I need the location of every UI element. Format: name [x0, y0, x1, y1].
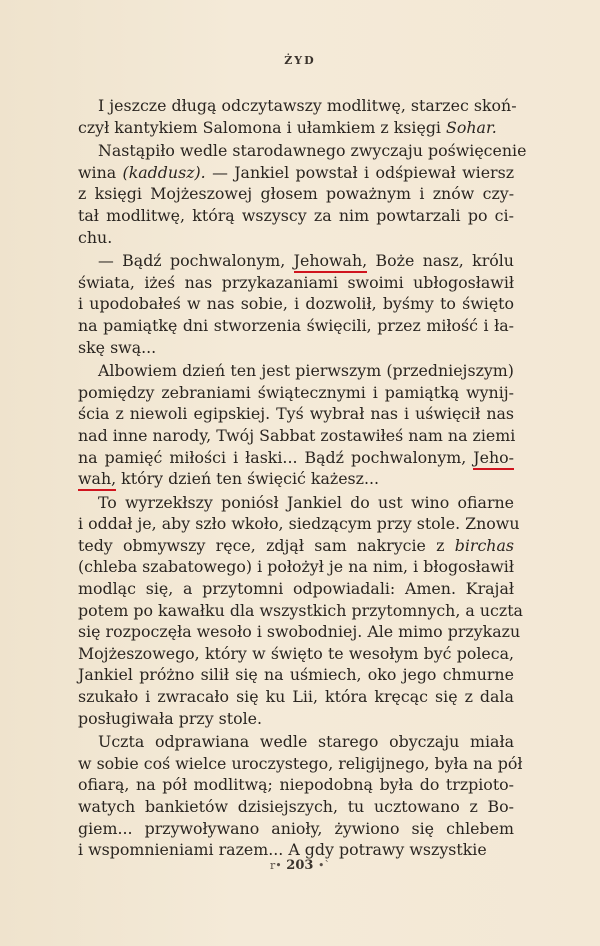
text-line: czył kantykiem Salomona i ułamkiem z księgi Sohar.: [78, 117, 497, 137]
text-line: z księgi Mojżeszowej głosem poważnym i znów czy-: [78, 184, 515, 204]
text-line: w sobie coś wielce uroczystego, religijnego, była na pół: [78, 753, 523, 773]
paragraph: [78, 140, 527, 248]
paragraph: [78, 731, 523, 861]
body-text: [78, 95, 527, 863]
text-line: pomiędzy zebraniami świątecznymi i pamiątką wynij-: [78, 382, 514, 402]
text-line: świata, iżeś nas przykazaniami swoimi ubłogosławił: [78, 272, 514, 292]
text-line: na pamiątkę dni stworzenia święcili, przez miłość i ła-: [78, 315, 514, 335]
text-line: na pamięć miłości i łaski... Bądź pochwalonym, Jeho-: [78, 447, 514, 469]
text-line: i oddał je, aby szło wkoło, siedzącym przy stole. Znowu: [78, 514, 520, 534]
text-line: Jankiel próżno silił się na uśmiech, oko jego chmurne: [78, 665, 514, 685]
text-line: ofiarą, na pół modlitwą; niepodobną była do trzpioto-: [78, 775, 515, 795]
folio-ornament-left: r•: [270, 859, 282, 872]
folio-ornament-right: •`: [317, 859, 330, 872]
text-line: — Bądź pochwalonym, Jehowah, Boże nasz, królu: [78, 250, 514, 272]
text-line: giem... przywoływano anioły, żywiono się chlebem: [78, 818, 514, 838]
paragraph: [78, 95, 517, 138]
text-line: szukało i zwracało się ku Lii, która kręcąc się z dala: [78, 687, 514, 707]
text-line: I jeszcze długą odczytawszy modlitwę, starzec skoń-: [98, 96, 517, 115]
page-number: 203: [286, 858, 314, 873]
text-line: modląc się, a przytomni odpowiadali: Amen. Krajał: [78, 579, 514, 599]
text-line: ścia z niewoli egipskiej. Tyś wybrał nas i uświęcił nas: [78, 404, 515, 424]
text-line: chu.: [78, 227, 113, 247]
text-line: wah, który dzień ten święcić każesz...: [78, 468, 514, 490]
text-line: wina (kaddusz). — Jankiel powstał i odśpiewał wiersz: [78, 162, 515, 182]
text-line: się rozpoczęła wesoło i swobodniej. Ale mimo przykazu: [78, 622, 521, 642]
text-line: skę swą...: [78, 337, 157, 357]
text-line: potem po kawałku dla wszystkich przytomnych, a uczta: [78, 600, 523, 620]
text-line: watych bankietów dzisiejszych, tu ucztowano z Bo-: [78, 797, 514, 816]
text-line: posługiwała przy stole.: [78, 708, 263, 728]
running-head: ŻYD: [284, 54, 316, 67]
text-line: (chleba szabatowego) i położył je na nim, i błogosławił: [78, 557, 514, 577]
text-line: Nastąpiło wedle starodawnego zwyczaju poświęcenie: [98, 141, 527, 161]
text-line: Uczta odprawiana wedle starego obyczaju miała: [98, 732, 514, 752]
paragraph: [78, 492, 523, 730]
text-line: Mojżeszowego, który w święto te wesołym być poleca,: [78, 643, 515, 663]
text-line: tedy obmywszy ręce, zdjął sam nakrycie z birchas: [78, 535, 514, 555]
paragraph: [78, 360, 514, 490]
text-line: To wyrzekłszy poniósł Jankiel do ust wino ofiarne: [98, 492, 515, 512]
paragraph: [78, 250, 514, 358]
text-line: tał modlitwę, którą wszyscy za nim powtarzali po ci-: [78, 205, 514, 225]
text-line: i upodobałeś w nas sobie, i dozwolił, byśmy to święto: [78, 294, 515, 314]
text-line: Albowiem dzień ten jest pierwszym (przedniejszym): [98, 361, 514, 381]
text-line: nad inne narody, Twój Sabbat zostawiłeś nam na ziemi: [78, 425, 516, 445]
page-number-footer: [0, 858, 600, 873]
text-line: i wspomnieniami razem... A gdy potrawy wszystkie: [78, 840, 487, 860]
